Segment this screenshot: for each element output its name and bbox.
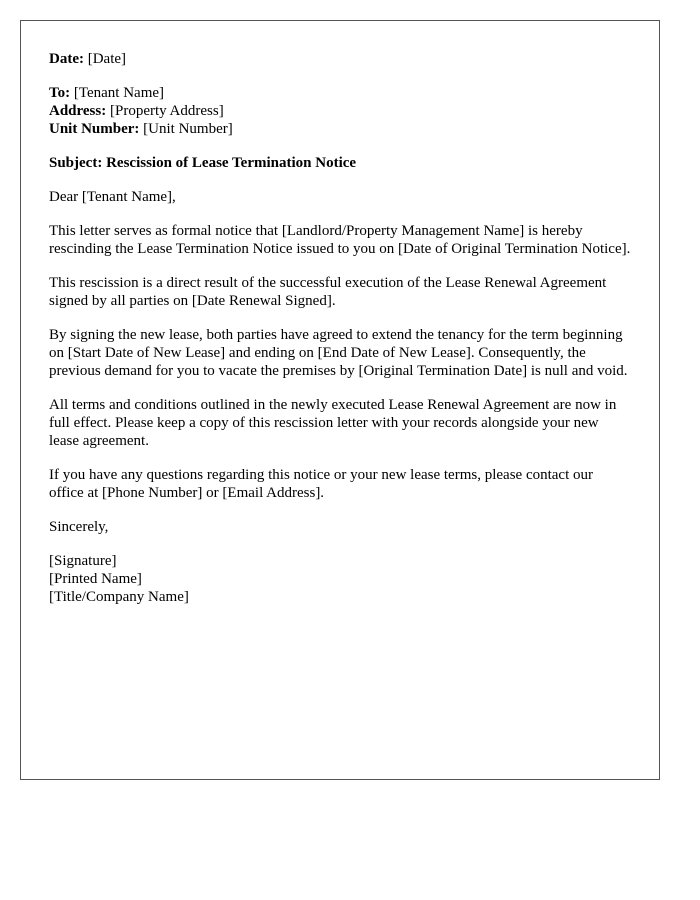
- to-line: [49, 84, 631, 102]
- unit-line: [49, 120, 631, 138]
- to-label: To:: [49, 85, 71, 101]
- body-paragraph-2: This rescission is a direct result of the successful execution of the Lease Renewal Agreement signed by all parties on [Date Renewal Signed].: [49, 275, 607, 309]
- body-paragraph-5: If you have any questions regarding this notice or your new lease terms, please contact our office at [Phone Number] or [Email Address].: [49, 467, 593, 501]
- unit-label: Unit Number:: [49, 121, 140, 137]
- body-paragraph-1: This letter serves as formal notice that [Landlord/Property Management Name] is hereby rescinding the Lease Termination Notice issued to you on [Date of Original Termination Notice].: [49, 223, 631, 257]
- to-value: [Tenant Name]: [70, 85, 165, 101]
- closing: Sincerely,: [49, 519, 109, 535]
- address-line: [49, 102, 631, 120]
- letter-page: [20, 20, 660, 780]
- printed-name-line: [Printed Name]: [49, 571, 142, 587]
- unit-value: [Unit Number]: [139, 121, 233, 137]
- salutation: Dear [Tenant Name],: [49, 189, 176, 205]
- signature-line: [Signature]: [49, 553, 117, 569]
- subject-line: Subject: Rescission of Lease Termination Notice: [49, 155, 357, 171]
- date-block: [49, 50, 631, 68]
- body-paragraph-4: All terms and conditions outlined in the newly executed Lease Renewal Agreement are now in full effect. Please keep a copy of this rescission letter with your records alongside your new lease agreement.: [49, 397, 617, 449]
- address-value: [Property Address]: [106, 103, 224, 119]
- title-company-line: [Title/Company Name]: [49, 589, 189, 605]
- address-label: Address:: [49, 103, 107, 119]
- date-value: [Date]: [83, 51, 127, 67]
- date-label: Date:: [49, 51, 84, 67]
- recipient-block: [49, 84, 631, 138]
- signature-block: [49, 552, 631, 606]
- body-paragraph-3: By signing the new lease, both parties have agreed to extend the tenancy for the term beginning on [Start Date of New Lease] and ending on [End Date of New Lease]. Consequently, the previous demand for you to vacate the premises by [Original Termination Date] is null and void.: [49, 327, 628, 379]
